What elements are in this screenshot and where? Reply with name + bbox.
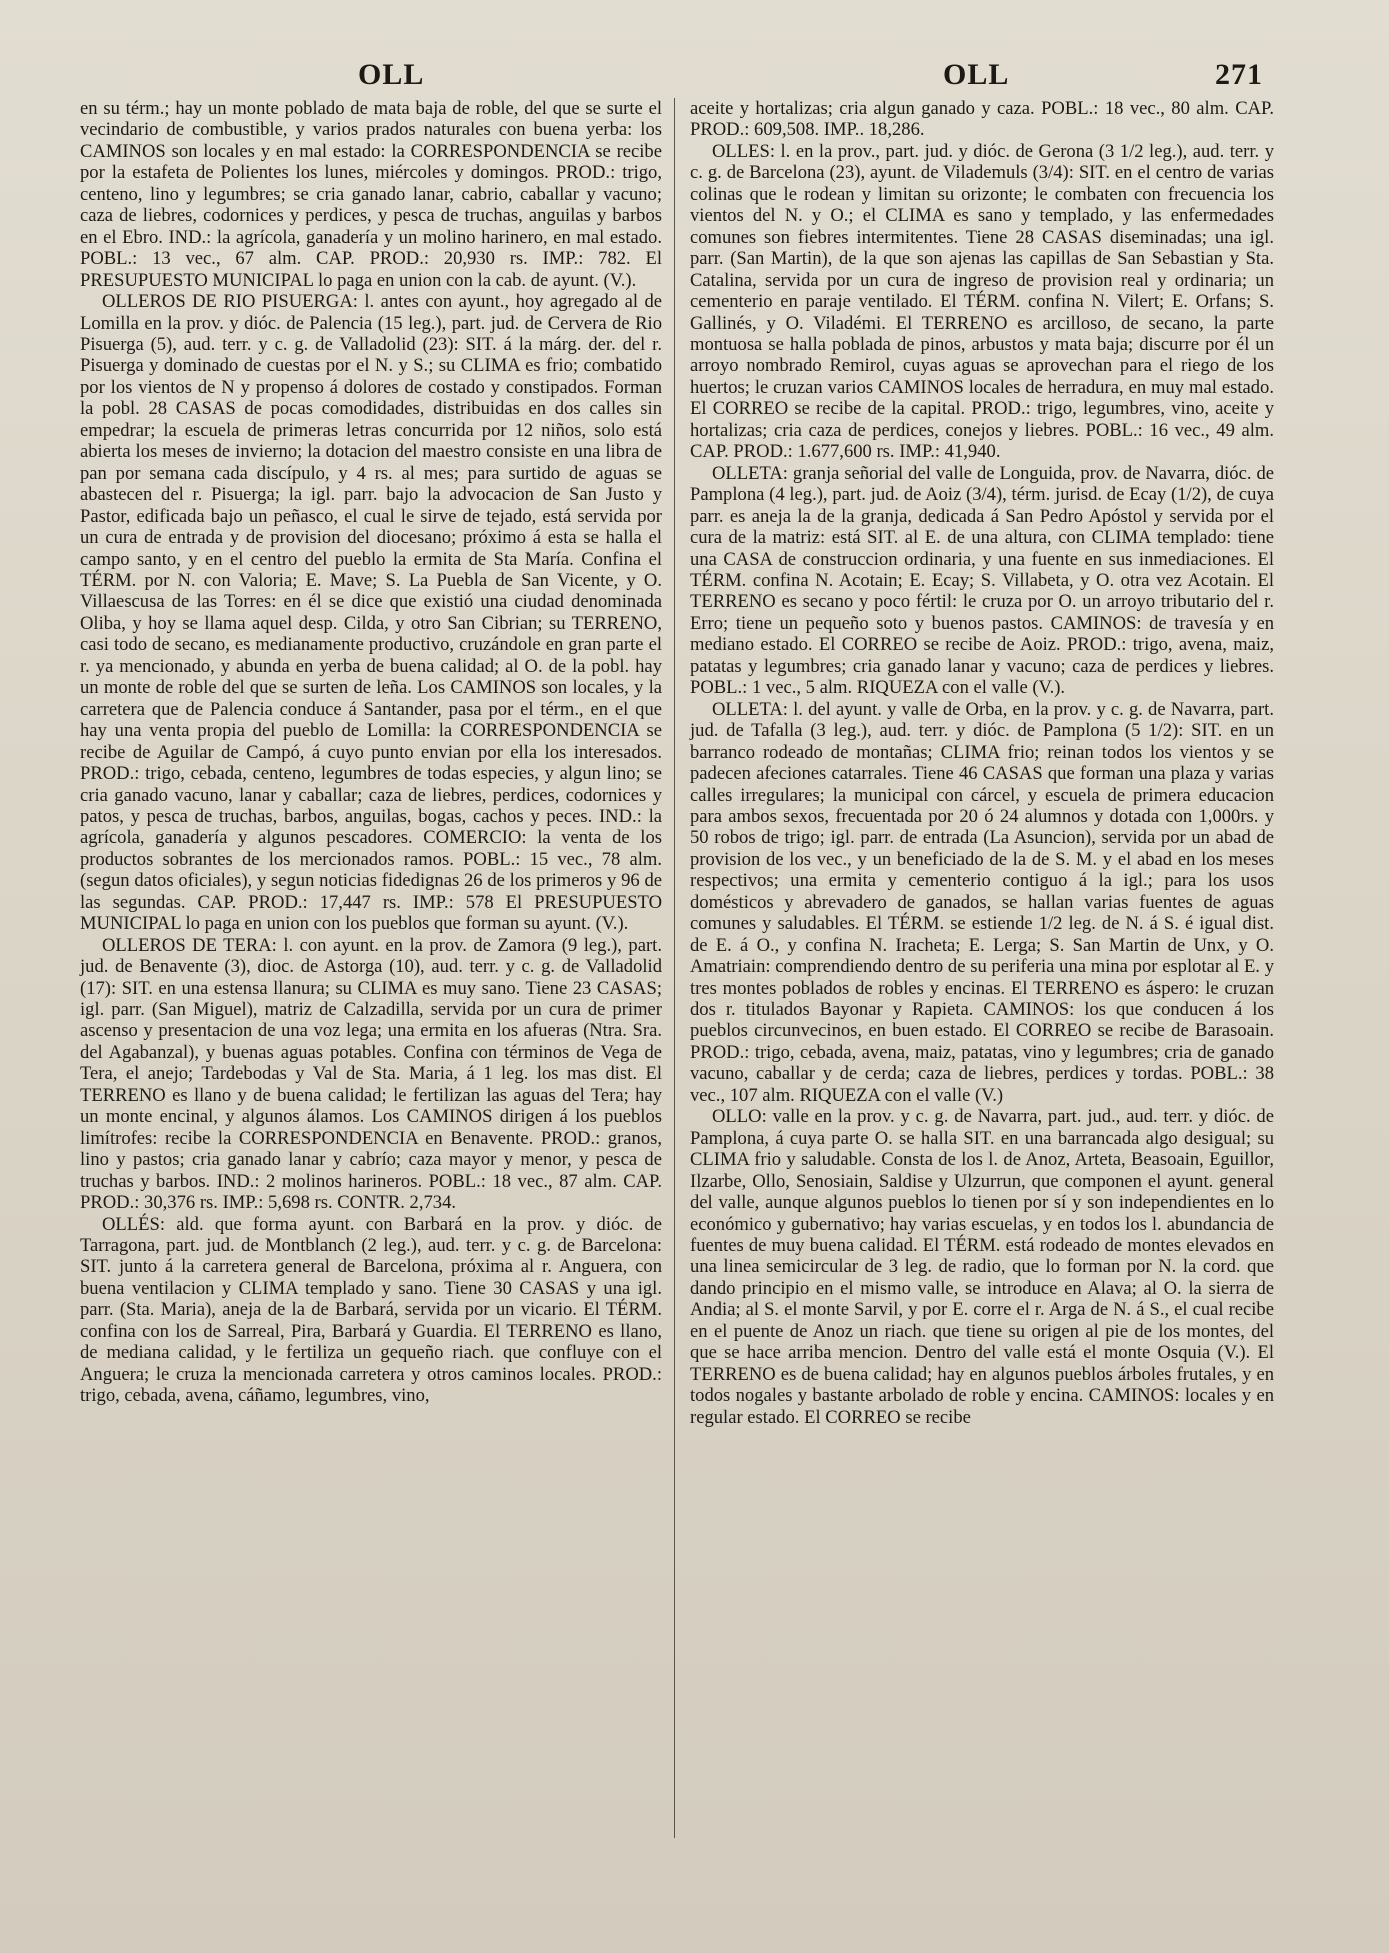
- running-header-left: OLL: [358, 58, 425, 91]
- entry-olleta-granja: OLLETA: granja señorial del valle de Longuida, prov. de Navarra, dióc. de Pamplona (4 leg.), part. jud. de Aoiz (3/4), térm. jurisd. de Ecay (1/2), de cuya parr. es aneja la de la granja, dedicada á San Pedro Apóstol y servida por el cura de la matriz: está SIT. al E. de una altura, con CLIMA templado: tiene una CASA de construccion ordinaria, y una fuente en sus inmediaciones. El TÉRM. confina N. Acotain; E. Ecay; S. Villabeta, y O. otra vez Acotain. El TERRENO es secano y poco fértil: le cruza por O. un arroyo tributario del r. Erro; tiene un pequeño soto y buenos pastos. CAMINOS: de travesía y en mediano estado. El CORREO se recibe de Aoiz. PROD.: trigo, avena, maiz, patatas y legumbres; cria ganado lanar y vacuno; caza de perdices y liebres. POBL.: 1 vec., 5 alm. RIQUEZA con el valle (V.).: [690, 462, 1274, 699]
- entry-olleros-de-tera: OLLEROS DE TERA: l. con ayunt. en la prov. de Zamora (9 leg.), part. jud. de Benavente (3), dioc. de Astorga (10), aud. terr. y c. g. de Valladolid (17): SIT. en una estensa llanura; su CLIMA es muy sano. Tiene 23 CASAS; igl. parr. (San Miguel), matriz de Calzadilla, servida por un cura de primer ascenso y presentacion de una voz lega; una ermita en los afueras (Ntra. Sra. del Agabanzal), y buenas aguas potables. Confina con términos de Vega de Tera, el anejo; Tardebodas y Val de Sta. Maria, á 1 leg. los mas dist. El TERRENO es llano y de buena calidad; le fertilizan las aguas del Tera; hay un monte encinal, y algunos álamos. Los CAMINOS dirigen á los pueblos limítrofes: recibe la CORRESPONDENCIA en Benavente. PROD.: granos, lino y pastos; cria ganado lanar y cabrío; caza mayor y menor, y pesca de truchas y barbos. IND.: 2 molinos harineros. POBL.: 18 vec., 87 alm. CAP. PROD.: 30,376 rs. IMP.: 5,698 rs. CONTR. 2,734.: [80, 934, 662, 1214]
- column-divider: [674, 98, 675, 1838]
- entry-olles-tarragona: OLLÉS: ald. que forma ayunt. con Barbará en la prov. y dióc. de Tarragona, part. jud. de Montblanch (2 leg.), aud. terr. y c. g. de Barcelona: SIT. junto á la carretera general de Barcelona, próxima al r. Anguera, con buena ventilacion y CLIMA templado y sano. Tiene 30 CASAS y una igl. parr. (Sta. Maria), aneja de la de Barbará, servida por un vicario. El TÉRM. confina con los de Sarreal, Pira, Barbará y Guardia. El TERRENO es llano, de mediana calidad, y le fertiliza un gequeño riach. que confluye con el Anguera; le cruza la mencionada carretera y otros caminos locales. PROD.: trigo, cebada, avena, cáñamo, legumbres, vino,: [80, 1213, 662, 1407]
- right-column: [690, 98, 1274, 1428]
- entry-continuation: en su térm.; hay un monte poblado de mata baja de roble, del que se surte el vecindario de combustible, y varios prados naturales con buena yerba: los CAMINOS son locales y en mal estado: la CORRESPONDENCIA se recibe por la estafeta de Polientes los lunes, miércoles y domingos. PROD.: trigo, centeno, lino y legumbres; se cria ganado lanar, cabrio, caballar y vacuno; caza de liebres, codornices y perdices, y pesca de truchas, anguilas y barbos en el Ebro. IND.: la agrícola, ganadería y un molino harinero, en mal estado. POBL.: 13 vec., 67 alm. CAP. PROD.: 20,930 rs. IMP.: 782. El PRESUPUESTO MUNICIPAL lo paga en union con la cab. de ayunt. (V.).: [80, 98, 662, 291]
- left-column: [80, 98, 662, 1407]
- entry-olleta-orba: OLLETA: l. del ayunt. y valle de Orba, en la prov. y c. g. de Navarra, part. jud. de Tafalla (3 leg.), aud. terr. y dióc. de Pamplona (5 1/2): SIT. en un barranco rodeado de montañas; CLIMA frio; reinan todos los vientos y se padecen afeciones catarrales. Tiene 46 CASAS que forman una plaza y varias calles irregulares; la municipal con cárcel, y escuela de primera educacion para ambos sexos, frecuentada por 20 ó 24 alumnos y dotada con 1,000rs. y 50 robos de trigo; igl. parr. de entrada (La Asuncion), servida por un abad de provision de los vec., y un beneficiado de la de S. M. y el abad en los meses respectivos; una ermita y cementerio contiguo á la igl.; para los usos domésticos y abrevadero de ganados, se hallan varias fuentes de aguas comunes y saludables. El TÉRM. se estiende 1/2 leg. de N. á S. é igual dist. de E. á O., y confina N. Iracheta; E. Lerga; S. San Martin de Unx, y O. Amatriain: comprendiendo dentro de su periferia una mina por esplotar al E. y tres montes poblados de robles y encinas. El TERRENO es áspero: le cruzan dos r. titulados Bayonar y Rapieta. CAMINOS: los que conducen á los pueblos circunvecinos, en buen estado. El CORREO se recibe de Barasoain. PROD.: trigo, cebada, avena, maiz, patatas, vino y legumbres; cria de ganado vacuno, caballar y de cerda; caza de liebres, perdices y tordas. POBL.: 38 vec., 107 alm. RIQUEZA con el valle (V.): [690, 698, 1274, 1106]
- running-header-right: OLL: [943, 58, 1010, 91]
- entry-ollo: OLLO: valle en la prov. y c. g. de Navarra, part. jud., aud. terr. y dióc. de Pamplona, á cuya parte O. se halla SIT. en una barrancada algo desigual; su CLIMA frio y saludable. Consta de los l. de Anoz, Arteta, Beasoain, Eguillor, Ilzarbe, Ollo, Senosiain, Saldise y Ulzurrun, que componen el ayunt. general del valle, aunque algunos pueblos lo tienen por sí y son independientes en lo económico y gubernativo; hay varias escuelas, y en todos los l. abundancia de fuentes de muy buena calidad. El TÉRM. está rodeado de montes elevados en una linea semicircular de 3 leg. de radio, que lo forman por N. la cord. que dando principio en el mismo valle, se introduce en Alava; al O. la sierra de Andia; al S. el monte Sarvil, y por E. corre el r. Arga de N. á S., el cual recibe en el puente de Anoz un riach. que tiene su origen al pie de los montes, del que se hace arriba mencion. Dentro del valle está el monte Osquia (V.). El TERRENO es de buena calidad; hay en algunos pueblos árboles frutales, y en todos nogales y bastante arbolado de roble y encina. CAMINOS: locales y en regular estado. El CORREO se recibe: [690, 1106, 1274, 1428]
- entry-continuation-right: aceite y hortalizas; cria algun ganado y caza. POBL.: 18 vec., 80 alm. CAP. PROD.: 609,508. IMP.. 18,286.: [690, 98, 1274, 141]
- page-number: 271: [1215, 58, 1263, 91]
- entry-olleros-de-rio-pisuerga: OLLEROS DE RIO PISUERGA: l. antes con ayunt., hoy agregado al de Lomilla en la prov. y dióc. de Palencia (15 leg.), part. jud. de Cervera de Rio Pisuerga (5), aud. terr. y c. g. de Valladolid (23): SIT. á la márg. der. del r. Pisuerga y dominado de cuestas por el N. y S.; su CLIMA es frio; combatido por los vientos de N y propenso á dolores de costado y constipados. Forman la pobl. 28 CASAS de pocas comodidades, distribuidas en dos calles sin empedrar; la escuela de primeras letras concurrida por 12 niños, solo está abierta los meses de invierno; la dotacion del maestro consiste en una libra de pan por semana cada discípulo, y 4 rs. al mes; para surtido de aguas se abastecen del r. Pisuerga; la igl. parr. bajo la advocacion de San Justo y Pastor, edificada bajo un peñasco, el cual le sirve de tejado, está servida por un cura de entrada y de provision del diocesano; próximo á esta se halla el campo santo, y en el centro del pueblo la ermita de Sta María. Confina el TÉRM. por N. con Valoria; E. Mave; S. La Puebla de San Vicente, y O. Villaescusa de las Torres: en él se dice que existió una ciudad denominada Oliba, y hoy se llama aquel desp. Cilda, y otro San Cibrian; su TERRENO, casi todo de secano, es medianamente productivo, cruzándole en gran parte el r. ya mencionado, y abunda en yerba de buena calidad; al O. de la pobl. hay un monte de roble del que se surten de leña. Los CAMINOS son locales, y la carretera que de Palencia conduce á Santander, pasa por el térm., en el que hay una venta propia del pueblo de Lomilla: la CORRESPONDENCIA se recibe de Aguilar de Campó, á cuyo punto envian por ella los interesados. PROD.: trigo, cebada, centeno, legumbres de todas especies, y algun lino; se cria ganado vacuno, lanar y caballar; caza de liebres, perdices, codornices y patos, y pesca de truchas, barbos, anguilas, bogas, cachos y peces. IND.: la agrícola, ganadería y algunos pescadores. COMERCIO: la venta de los productos sobrantes de los mercionados ramos. POBL.: 15 vec., 78 alm. (segun datos oficiales), y segun noticias fidedignas 26 de los primeros y 96 de las segundas. CAP. PROD.: 17,447 rs. IMP.: 578 El PRESUPUESTO MUNICIPAL lo paga en union con los pueblos que forman su ayunt. (V.).: [80, 291, 662, 935]
- entry-olles-gerona: OLLES: l. en la prov., part. jud. y dióc. de Gerona (3 1/2 leg.), aud. terr. y c. g. de Barcelona (23), ayunt. de Vilademuls (3/4): SIT. en el centro de varias colinas que le rodean y limitan su orizonte; le combaten con frecuencia los vientos del N. y O.; el CLIMA es sano y templado, y las enfermedades comunes son fiebres intermitentes. Tiene 28 CASAS diseminadas; una igl. parr. (San Martin), de la que son ajenas las capillas de San Sebastian y Sta. Catalina, servida por un cura de ingreso de provision real y ordinaria; un cementerio en paraje ventilado. El TÉRM. confina N. Vilert; E. Orfans; S. Gallinés, y O. Viladémi. El TERRENO es arcilloso, de secano, la parte montuosa se halla poblada de pinos, arbustos y mata baja; discurre por él un arroyo nombrado Remirol, cuyas aguas se aprovechan para el riego de los huertos; le cruzan varios CAMINOS locales de herradura, en muy mal estado. El CORREO se recibe de la capital. PROD.: trigo, legumbres, vino, aceite y hortalizas; cria caza de perdices, conejos y liebres. POBL.: 16 vec., 49 alm. CAP. PROD.: 1.677,600 rs. IMP.: 41,940.: [690, 140, 1274, 463]
